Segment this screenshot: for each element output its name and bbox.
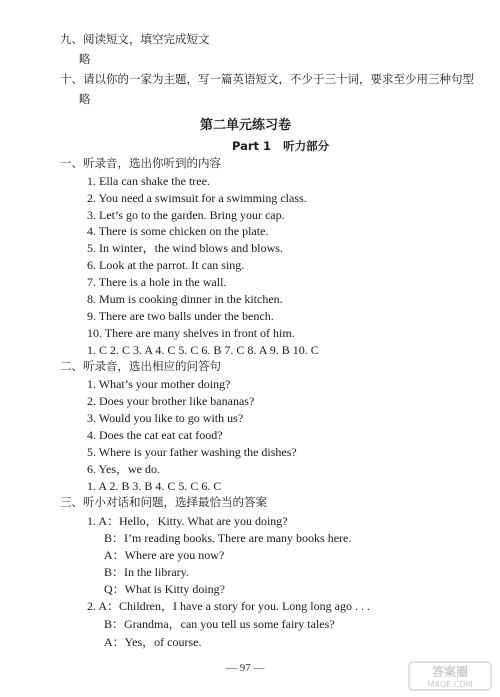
section-1-title: 一、听录音，选出你听到的内容 [60,156,221,170]
section-2-title: 二、听录音，选出相应的问答句 [60,359,221,373]
dialogue-line: A：Where are you now? [104,548,225,562]
section-1-item: 9. There are two balls under the bench. [87,309,274,323]
question-10-title: 十、请以你的一家为主题，写一篇英语短文，不少于三十词，要求至少用三种句型 [60,72,474,86]
watermark-logo [408,661,492,691]
section-2-item: 3. Would you like to go with us? [87,411,244,425]
question-9-answer: 略 [79,52,91,66]
part-heading [232,141,329,153]
svg-text:MXQE.COM: MXQE.COM [427,680,473,689]
part-label: Part 1 [232,139,272,153]
unit-title: 第二单元练习卷 [200,118,292,133]
section-1-item: 5. In winter，the wind blows and blows. [87,241,283,255]
dialogue-line: B：I’m reading books. There are many books here. [104,531,352,545]
section-1-item: 4. There is some chicken on the plate. [87,224,269,238]
dialogue-line: Q：What is Kitty doing? [104,582,225,596]
dialogue-line: A：Yes，of course. [104,635,202,649]
section-1-item: 1. Ella can shake the tree. [87,174,210,188]
page-number: — 97 — [226,662,265,674]
question-9-title: 九、阅读短文，填空完成短文 [60,32,210,46]
svg-text:答案圈: 答案圈 [431,665,469,679]
dialogue-line: B：Grandma，can you tell us some fairy tales? [104,617,335,631]
section-1-answers: 1. C 2. C 3. A 4. C 5. C 6. B 7. C 8. A 9. B 10. C [87,343,319,357]
section-1-item: 3. Let’s go to the garden. Bring your cap. [87,208,285,222]
section-1-item: 8. Mum is cooking dinner in the kitchen. [87,292,283,306]
section-1-item: 2. You need a swimsuit for a swimming class. [87,191,307,205]
question-10-answer: 略 [79,92,91,106]
dialogue-line: 1. A：Hello，Kitty. What are you doing? [87,514,288,528]
part-name: 听力部分 [283,139,330,153]
dialogue-line: 2. A：Children，I have a story for you. Long long ago . . . [87,599,370,613]
section-2-item: 5. Where is your father washing the dishes? [87,445,297,459]
section-2-answers: 1. A 2. B 3. B 4. C 5. C 6. C [87,479,222,493]
section-1-item: 6. Look at the parrot. It can sing. [87,258,245,272]
section-2-item: 2. Does your brother like bananas? [87,394,255,408]
section-2-item: 4. Does the cat eat cat food? [87,428,223,442]
section-1-item: 10. There are many shelves in front of him. [87,326,295,340]
section-1-item: 7. There is a hole in the wall. [87,275,227,289]
dialogue-line: B：In the library. [104,565,189,579]
section-2-item: 6. Yes，we do. [87,462,161,476]
section-2-item: 1. What’s your mother doing? [87,377,231,391]
section-3-title: 三、听小对话和问题，选择最恰当的答案 [60,495,267,509]
